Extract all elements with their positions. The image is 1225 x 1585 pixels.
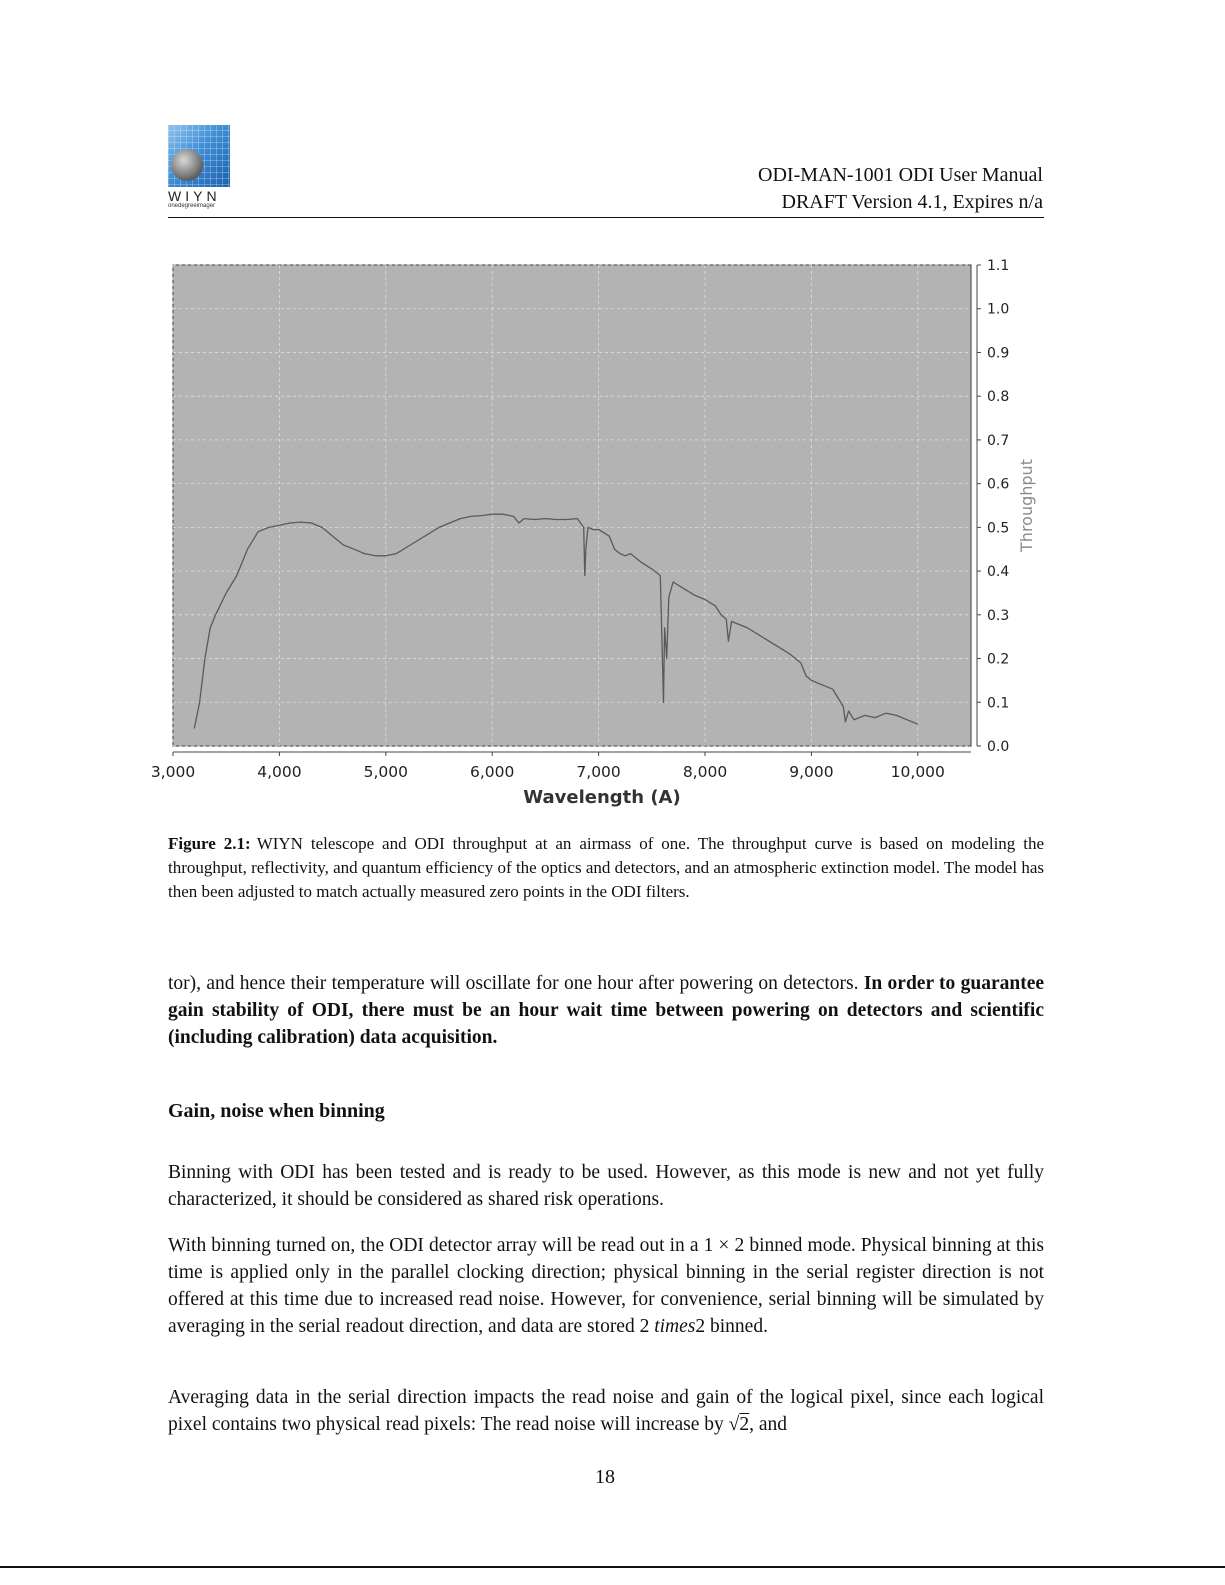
header-rule [168,217,1044,218]
p1-text: tor), and hence their temperature will oscillate for one hour after powering on detectors. [168,973,859,994]
logo-brand: WIYN [168,188,221,204]
paragraph-binning-intro: Binning with ODI has been tested and is ready to be used. However, as this mode is new and not yet fully characterized, it should be considered as shared risk operations. [168,1162,1044,1210]
x-axis-title: Wavelength (A) [523,787,681,808]
header-line-1: ODI-MAN-1001 ODI User Manual [758,164,1043,186]
x-tick-label: 4,000 [257,763,302,781]
plot-background [173,265,971,746]
y-tick-label: 1.1 [987,258,1010,274]
x-tick-label: 9,000 [789,763,834,781]
caption-text: WIYN telescope and ODI throughput at an airmass of one. The throughput curve is based on modeling the throughput, reflectivity, and quantum efficiency of the optics and detectors, and an atmospheric extinction model. The model has then been adjusted to match actually measured zero points in the ODI filters. [168,834,1044,901]
y-tick-label: 0.4 [987,564,1010,581]
y-tick-label: 0.2 [987,651,1010,668]
y-tick-label: 0.1 [987,695,1010,712]
plot-area [173,265,971,746]
p3-text-a: With binning turned on, the ODI detector array will be read out in a 1 × 2 binned mode. Physical binning at this time is applied only in the parallel clocking direction; physical binning in the serial register direction is not offered at this time due to increased read noise. However, for convenience, serial binning will be simulated by averaging in the serial readout direction, and data are stored 2 [168,1235,1044,1337]
y-tick-label: 0.6 [987,476,1010,493]
throughput-chart [150,248,1050,818]
p3-italic: times [654,1316,696,1337]
moon-icon [171,149,203,181]
paragraph-read-noise [168,1384,1044,1438]
paragraph-binning-mode [168,1232,1044,1340]
x-tick-label: 7,000 [576,763,621,781]
y-tick-label: 0.5 [987,520,1010,537]
y-tick-label: 0.8 [987,389,1010,406]
y-tick-label: 1.0 [987,301,1010,318]
y-tick-label: 0.3 [987,607,1010,624]
bottom-rule [0,1566,1225,1568]
wiyn-logo [168,125,232,213]
y-tick-label: 0.7 [987,432,1010,449]
paragraph-gain-stability [168,970,1044,1051]
caption-label: Figure 2.1: [168,834,251,853]
x-tick-label: 6,000 [470,763,515,781]
running-header [758,162,1043,216]
p1-bold-text: In order to guarantee gain stability of ODI, there must be an hour wait time between powering on detectors and scientific (including calibration) data acquisition. [168,973,1045,1048]
x-tick-label: 3,000 [150,763,196,781]
logo-tile [168,125,230,187]
figure-caption [168,832,1044,904]
page-number: 18 [595,1466,615,1488]
y-axis-title: Throughput [1017,459,1036,552]
p4-text-a: Averaging data in the serial direction impacts the read noise and gain of the logical pixel, since each logical pixel contains two physical read pixels: The read noise will increase by √ [168,1387,1044,1435]
p4-sqrt: 2 [739,1414,750,1435]
p3-text-b: 2 binned. [695,1316,768,1337]
x-tick-label: 5,000 [363,763,408,781]
p4-text-b: , and [749,1414,788,1435]
logo-subtitle: onedegreeimager [168,203,216,209]
header-line-2: DRAFT Version 4.1, Expires n/a [781,191,1043,213]
section-title: Gain, noise when binning [168,1100,385,1122]
x-tick-label: 10,000 [890,763,945,781]
y-tick-label: 0.0 [987,739,1010,755]
y-tick-label: 0.9 [987,345,1010,362]
x-tick-label: 8,000 [682,763,728,781]
